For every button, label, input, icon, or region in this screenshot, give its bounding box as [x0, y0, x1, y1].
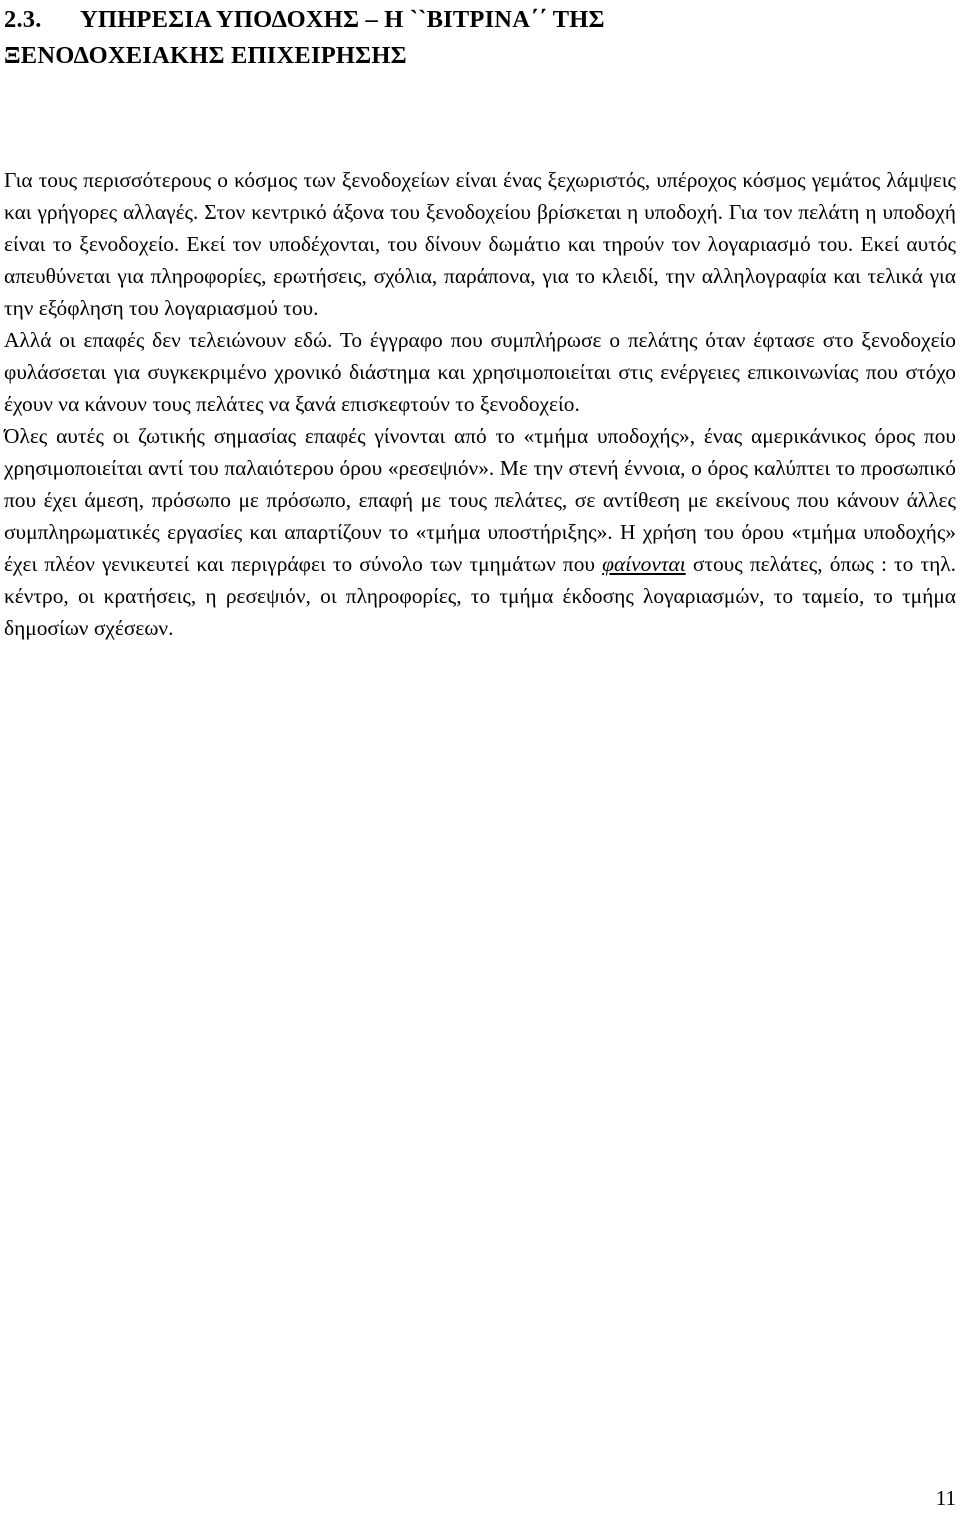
section-number: 2.3.	[4, 6, 42, 33]
section-title-line-2: ΞΕΝΟΔΟΧΕΙΑΚΗΣ ΕΠΙΧΕΙΡΗΣΗΣ	[4, 42, 407, 69]
body-text	[4, 164, 956, 644]
section-heading	[4, 2, 934, 74]
paragraph-3	[4, 420, 956, 644]
paragraph-2: Αλλά οι επαφές δεν τελειώνουν εδώ. Το έγγραφο που συμπλήρωσε ο πελάτης όταν έφτασε στο ξενοδοχείο φυλάσσεται για συγκεκριμένο χρονικό διάστημα και χρησιμοποιείται στις ενέργειες επικοινωνίας που στόχο έχουν να κάνουν τους πελάτες να ξανά επισκεφτούν το ξενοδοχείο.	[4, 328, 956, 416]
emphasized-word: φαίνονται	[602, 552, 686, 576]
page-number: 11	[935, 1486, 956, 1510]
paragraph-3-text-start: Όλες αυτές οι ζωτικής σημασίας επαφές γίνονται από το «τμήμα υποδοχής», ένας αμερικάνικος όρος που χρησιμοποιείται αντί του παλαιότερου όρου «ρεσεψιόν». Με την στενή έννοια, ο όρος καλύπτει το προσωπικό που έχει άμεση, πρόσωπο με πρόσωπο, επαφή με τους πελάτες, σε αντίθεση με εκείνους που κάνουν άλλες συμπληρωματικές εργασίες και απαρτίζουν το «τμήμα υποστήριξης». Η χρήση του όρου «τμήμα υποδοχής» έχει πλέον γενικευτεί και περιγράφει το σύνολο των τμημάτων που	[4, 424, 956, 576]
section-title-line-1: ΥΠΗΡΕΣΙΑ ΥΠΟΔΟΧΗΣ – Η ``ΒΙΤΡΙΝΑ΄΄ ΤΗΣ	[80, 6, 605, 33]
paragraph-1: Για τους περισσότερους ο κόσμος των ξενοδοχείων είναι ένας ξεχωριστός, υπέροχος κόσμος γεμάτος λάμψεις και γρήγορες αλλαγές. Στον κεντρικό άξονα του ξενοδοχείου βρίσκεται η υποδοχή. Για τον πελάτη η υποδοχή είναι το ξενοδοχείο. Εκεί τον υποδέχονται, του δίνουν δωμάτιο και τηρούν τον λογαριασμό του. Εκεί αυτός απευθύνεται για πληροφορίες, ερωτήσεις, σχόλια, παράπονα, για το κλειδί, την αλληλογραφία και τελικά για την εξόφληση του λογαριασμού του.	[4, 168, 956, 320]
paragraph-3-text-end: στους πελάτες, όπως : το τηλ. κέντρο, οι κρατήσεις, η ρεσεψιόν, οι πληροφορίες, το τμήμα έκδοσης λογαριασμών, το ταμείο, το τμήμα δημοσίων σχέσεων.	[4, 552, 956, 640]
